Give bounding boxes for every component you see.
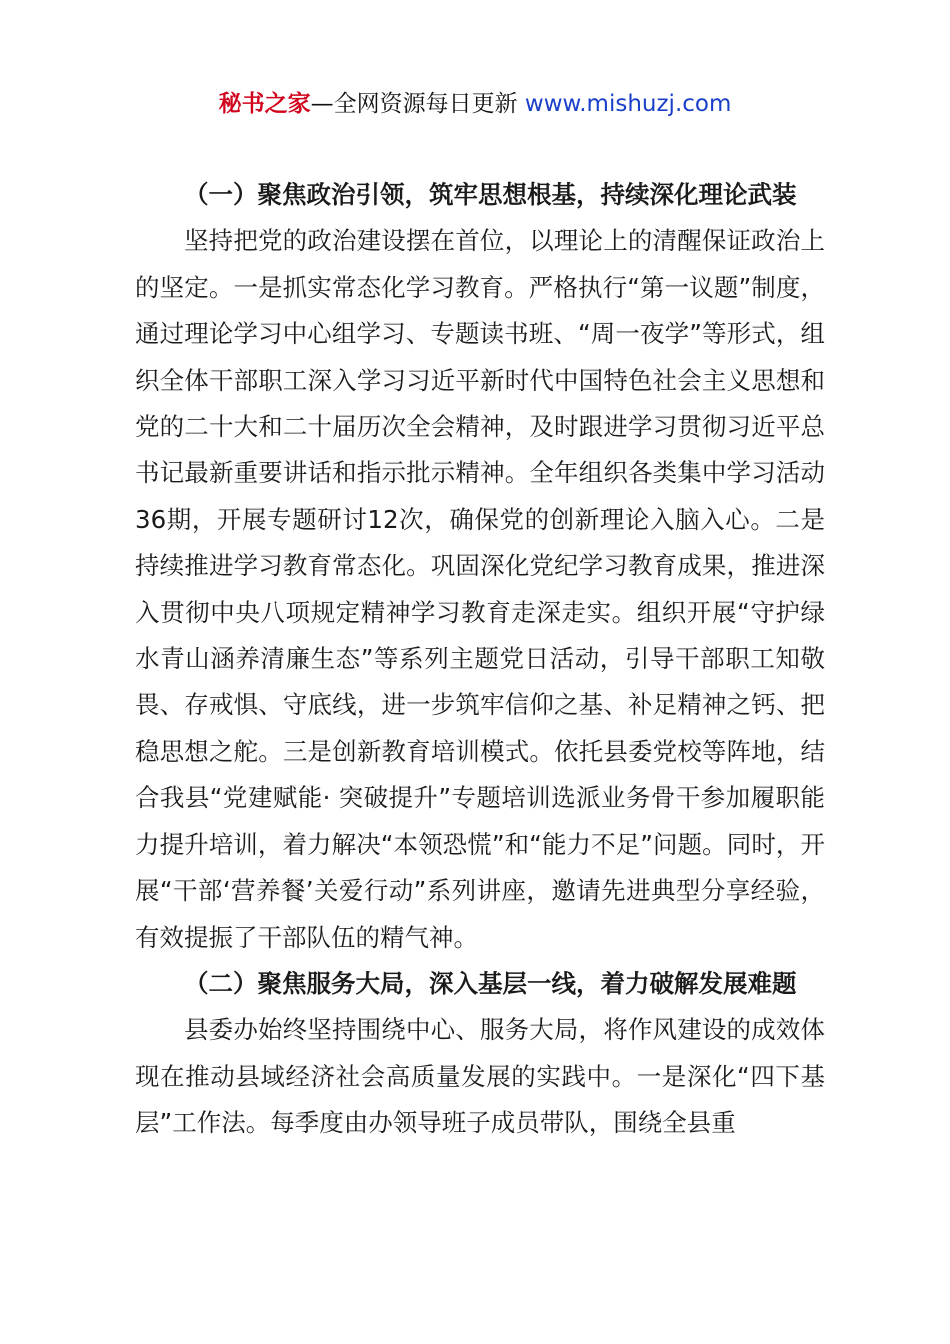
document-body	[135, 172, 825, 1147]
header-tagline: —全网资源每日更新	[310, 91, 525, 117]
site-link[interactable]: www.mishuzj.com	[524, 91, 732, 117]
brand-name: 秘书之家	[218, 91, 311, 117]
section-heading-1: （一）聚焦政治引领，筑牢思想根基，持续深化理论武装	[184, 180, 797, 209]
section-paragraph-2: 县委办始终坚持围绕中心、服务大局，将作风建设的成效体现在推动县域经济社会高质量发展的实践中。一是深化“四下基层”工作法。每季度由办领导班子成员带队，围绕全县重	[135, 1015, 825, 1138]
section-paragraph-1: 坚持把党的政治建设摆在首位，以理论上的清醒保证政治上的坚定。一是抓实常态化学习教育。严格执行“第一议题”制度，通过理论学习中心组学习、专题读书班、“周一夜学”等形式，组织全体干部职工深入学习习近平新时代中国特色社会主义思想和党的二十大和二十届历次全会精神，及时跟进学习贯彻习近平总书记最新重要讲话和指示批示精神。全年组织各类集中学习活动36期，开展专题研讨12次，确保党的创新理论入脑入心。二是持续推进学习教育常态化。巩固深化党纪学习教育成果，推进深入贯彻中央八项规定精神学习教育走深走实。组织开展“守护绿水青山涵养清廉生态”等系列主题党日活动，引导干部职工知敬畏、存戒惧、守底线，进一步筑牢信仰之基、补足精神之钙、把稳思想之舵。三是创新教育培训模式。依托县委党校等阵地，结合我县“党建赋能· 突破提升”专题培训选派业务骨干参加履职能力提升培训，着力解决“本领恐慌”和“能力不足”问题。同时，开展“干部‘营养餐’关爱行动”系列讲座，邀请先进典型分享经验，有效提振了干部队伍的精气神。	[135, 226, 825, 952]
section-heading-2: （二）聚焦服务大局，深入基层一线，着力破解发展难题	[184, 968, 797, 998]
page-header	[0, 88, 950, 120]
